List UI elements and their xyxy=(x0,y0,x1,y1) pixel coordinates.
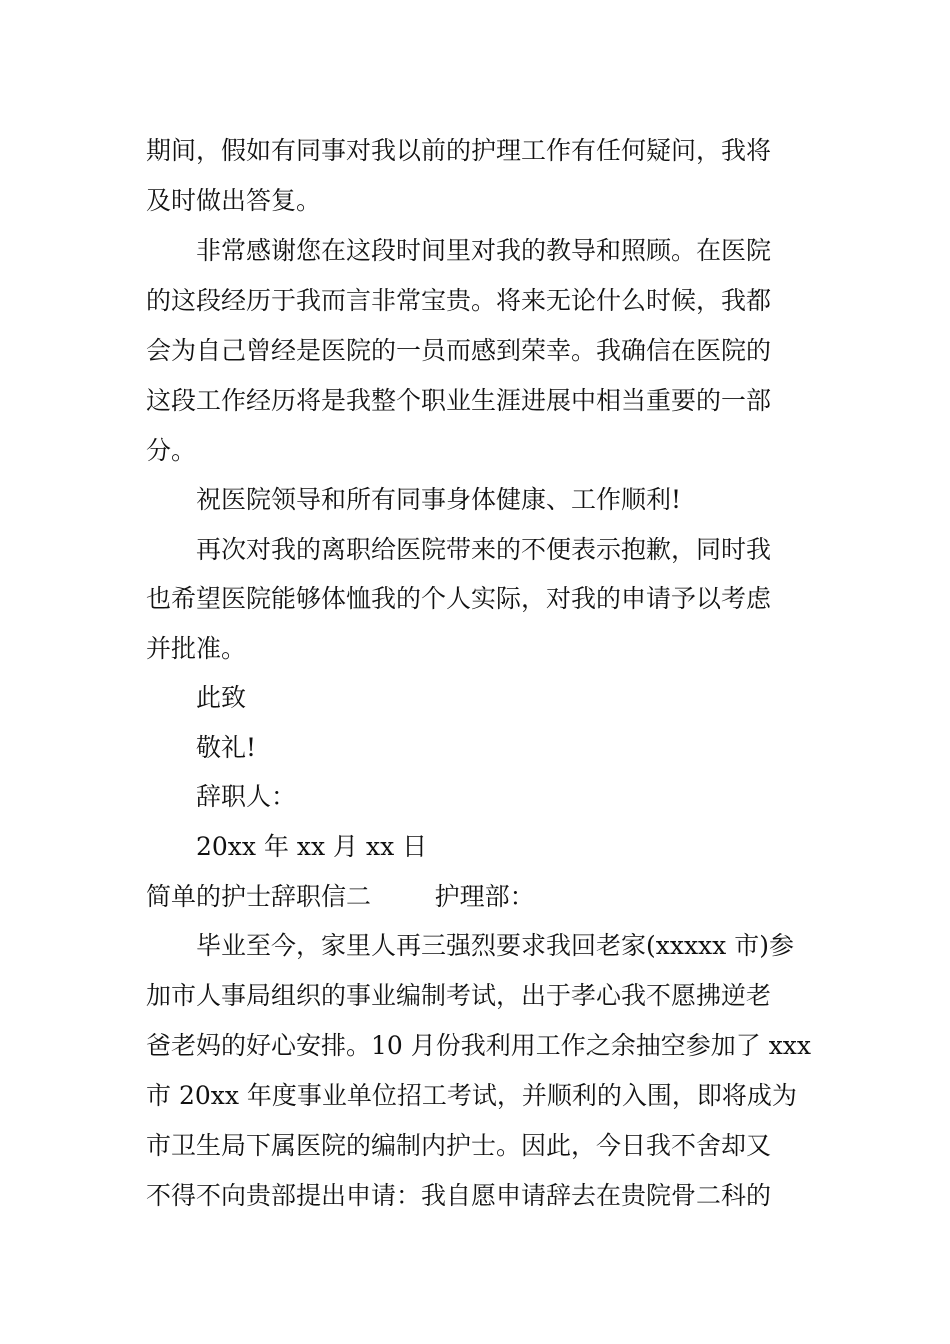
text-line: 市 20xx 年度事业单位招工考试，并顺利的入围，即将成为 xyxy=(146,1081,797,1110)
text-line: 及时做出答复。 xyxy=(146,186,322,215)
text-line: 也希望医院能够体恤我的个人实际，对我的申请予以考虑 xyxy=(146,584,772,613)
text-line: 期间，假如有同事对我以前的护理工作有任何疑问，我将 xyxy=(146,136,772,165)
closing-greeting: 此致 xyxy=(196,683,247,712)
text-line: 爸老妈的好心安排。10 月份我利用工作之余抽空参加了 xxx xyxy=(146,1031,812,1060)
text-line: 并批准。 xyxy=(146,634,247,663)
closing-date: 20xx 年 xx 月 xx 日 xyxy=(196,832,428,861)
text-line: 加市人事局组织的事业编制考试，出于孝心我不愿拂逆老 xyxy=(146,981,772,1010)
text-line: 不得不向贵部提出申请：我自愿申请辞去在贵院骨二科的 xyxy=(146,1181,772,1210)
text-line: 市卫生局下属医院的编制内护士。因此，今日我不舍却又 xyxy=(146,1131,772,1160)
section-heading: 简单的护士辞职信二 护理部： xyxy=(146,882,535,911)
closing-signer: 辞职人： xyxy=(196,782,297,811)
closing-salute: 敬礼! xyxy=(196,733,257,762)
text-line: 分。 xyxy=(146,436,197,465)
text-line: 这段工作经历将是我整个职业生涯进展中相当重要的一部 xyxy=(146,386,772,415)
text-line: 会为自己曾经是医院的一员而感到荣幸。我确信在医院的 xyxy=(146,336,772,365)
text-line: 祝医院领导和所有同事身体健康、工作顺利! xyxy=(196,485,682,514)
text-line: 毕业至今，家里人再三强烈要求我回老家(xxxxx 市)参 xyxy=(196,931,794,960)
text-line: 再次对我的离职给医院带来的不便表示抱歉，同时我 xyxy=(196,535,772,564)
text-line: 的这段经历于我而言非常宝贵。将来无论什么时候，我都 xyxy=(146,286,772,315)
text-line: 非常感谢您在这段时间里对我的教导和照顾。在医院 xyxy=(196,236,772,265)
